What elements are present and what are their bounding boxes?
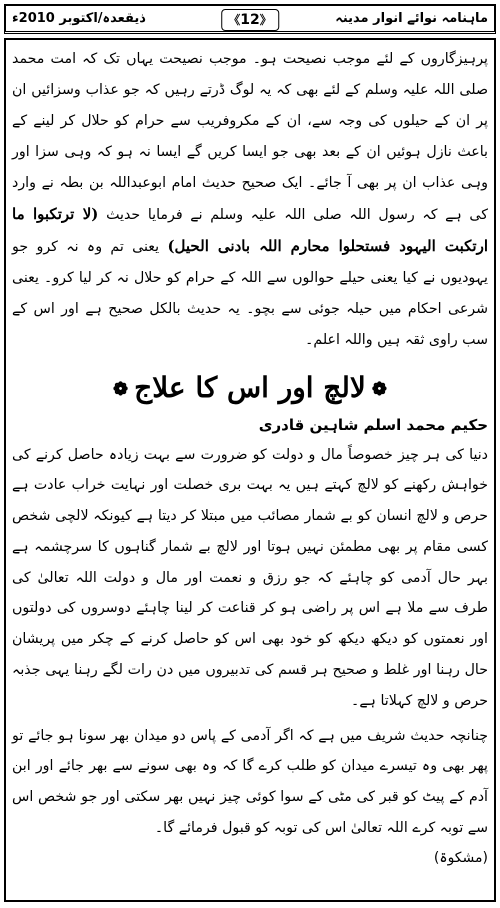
arabic-hadith-text: (لا ترتکبوا ما ارتکبت الیہود فستحلوا محارم اللہ بادنی الحیل) — [12, 205, 488, 255]
paragraph-greed-definition: دنیا کی ہر چیز خصوصاً مال و دولت کو ضرورت سے بہت زیادہ حاصل کرنے کی خواہش رکھنے کو لالچ کہتے ہیں یہ بہت بری خصلت اور نہایت خراب عادت ہے حرص و لالچ انسان کو بے شمار مصائب میں مبتلا کر دیتا ہے کیونکہ لالچی شخص کسی مقام پر بھی مطمئن نہیں ہوتا اور لالچ بے شمار گناہوں کا سرچشمہ ہے بہر حال آدمی کو چاہئے کہ جو رزق و نعمت اور مال و دولت اللہ تعالیٰ کی طرف سے ملا ہے اس پر راضی ہو کر قناعت کر لینا چاہئے دوسروں کی دولتوں اور نعمتوں کو دیکھ دیکھ کو خود بھی اس کو حاصل کرنے کے چکر میں پریشان حال رہنا اور غلط و صحیح ہر قسم کی تدبیروں میں دن رات لگے رہنا یہی جذبہ حرص و لالچ کہلاتا ہے۔ — [12, 446, 488, 709]
section-title-text: لالچ اور اس کا علاج — [134, 371, 366, 404]
page-number: 12 — [240, 12, 260, 28]
author-name: حکیم محمد اسلم شاہین قادری — [258, 415, 488, 434]
paragraph-hadith-gold: چنانچہ حدیث شریف میں ہے کہ اگر آدمی کے پاس دو میدان بھر سونا ہو جائے تو پھر بھی وہ تیسرے میدان کو طلب کرے گا کہ وہ بھی سونے سے بھر جائے اور ابن آدم کے پیٹ کو قبر کی مٹی کے سوا کوئی چیز نہیں بھر سکتی اور جو شخص اس سے توبہ کرے اللہ تعالیٰ اس کی توبہ کو قبول فرمائے گا۔ — [12, 727, 488, 837]
right-bracket-ornament: 》 — [259, 13, 272, 27]
reference-citation: (مشکوۃ) — [433, 849, 488, 866]
content-frame — [4, 38, 496, 902]
paragraph-text: یعنی تم وہ نہ کرو جو یہودیوں نے کیا یعنی حیلے حوالوں سے اللہ کے حرام کو حلال نہ کر لیا کرو۔ یعنی شرعی احکام میں حیلہ جوئی سے بچو۔ یہ حدیث بالکل صحیح ہے اور اس کے سب راوی ثقہ ہیں واللہ اعلم۔ — [12, 239, 488, 348]
title-ornament-left: ❁ — [113, 378, 129, 400]
section-title — [12, 368, 488, 410]
left-bracket-ornament: 《 — [228, 13, 241, 27]
paragraph-hadith-intro — [12, 44, 488, 356]
magazine-title: ماہنامہ نوائے انوار مدینہ — [335, 11, 488, 26]
paragraph-text: پرہیزگاروں کے لئے موجب نصیحت ہو۔ موجب نصیحت یہاں تک کہ امت محمد صلی اللہ علیہ وسلم کے لئے بھی کہ یہ لوگ ڈرتے رہیں کہ جو عذاب وسزائیں ان پر ان کے حیلوں کی وجہ سے، ان کے مکروفریب سے حرام کو حلال کر لینے کے باعث نازل ہوئیں ان کے بعد بھی جو ایسا کریں گے ایسا نہ ہو کہ وہی سزا اور وہی عذاب ان پر بھی آ جائے۔ ایک صحیح حدیث امام ابوعبداللہ بن بطہ نے وارد کی ہے کہ رسول اللہ صلی اللہ علیہ وسلم نے فرمایا حدیث — [12, 51, 489, 223]
page-header — [4, 4, 496, 34]
issue-date: ذیقعدہ/اکتوبر 2010ء — [12, 11, 146, 26]
title-ornament-right: ❁ — [371, 378, 387, 400]
page-number-box — [221, 9, 279, 31]
